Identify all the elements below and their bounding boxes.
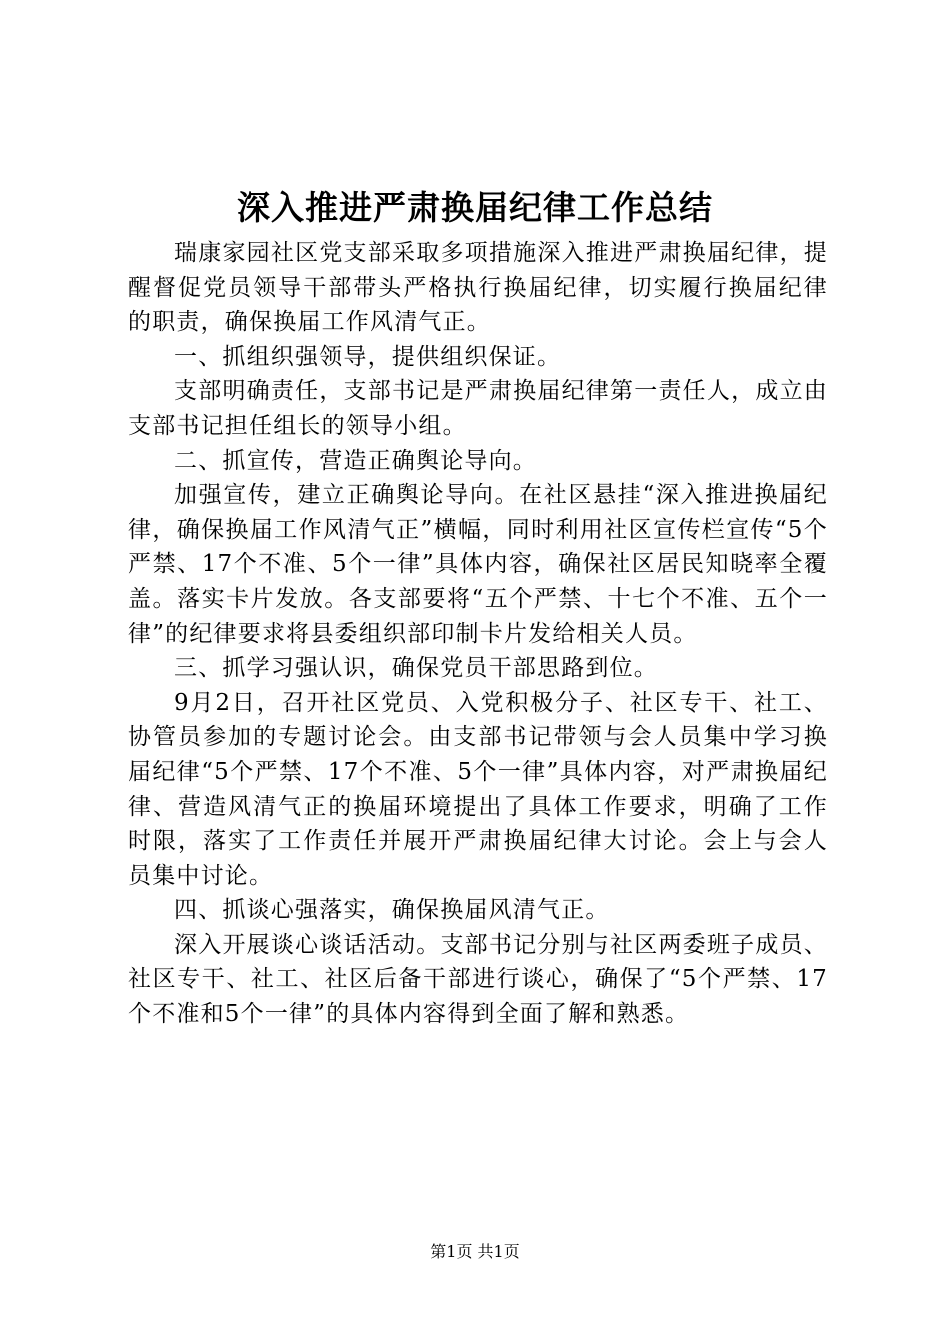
paragraph-section-1: 支部明确责任，支部书记是严肃换届纪律第一责任人，成立由支部书记担任组长的领导小组。 [128, 378, 828, 439]
section-heading-2: 二、抓宣传，营造正确舆论导向。 [174, 447, 537, 474]
paragraph-section-3: 9月2日，召开社区党员、入党积极分子、社区专干、社工、协管员参加的专题讨论会。由支部书记带领与会人员集中学习换届纪律“5个严禁、17个不准、5个一律”具体内容，对严肃换届纪律、营造风清气正的换届环境提出了具体工作要求，明确了工作时限，落实了工作责任并展开严肃换届纪律大讨论。会上与会人员集中讨论。 [128, 689, 828, 889]
section-heading-3: 三、抓学习强认识，确保党员干部思路到位。 [174, 655, 658, 682]
section-heading-4: 四、抓谈心强落实，确保换届风清气正。 [174, 897, 610, 924]
page-number-footer: 第1页 共1页 [430, 1242, 520, 1261]
page-title: 深入推进严肃换届纪律工作总结 [237, 188, 713, 227]
section-heading-1: 一、抓组织强领导，提供组织保证。 [174, 343, 562, 370]
paragraph-section-4: 深入开展谈心谈话活动。支部书记分别与社区两委班子成员、社区专干、社工、社区后备干部进行谈心，确保了“5个严禁、17个不准和5个一律”的具体内容得到全面了解和熟悉。 [128, 931, 828, 1028]
document-body [128, 236, 828, 1032]
paragraph-intro: 瑞康家园社区党支部采取多项措施深入推进严肃换届纪律，提醒督促党员领导干部带头严格执行换届纪律，切实履行换届纪律的职责，确保换届工作风清气正。 [128, 240, 828, 336]
paragraph-section-2: 加强宣传，建立正确舆论导向。在社区悬挂“深入推进换届纪律，确保换届工作风清气正”横幅，同时利用社区宣传栏宣传“5个严禁、17个不准、5个一律”具体内容，确保社区居民知晓率全覆盖。落实卡片发放。各支部要将“五个严禁、十七个不准、五个一律”的纪律要求将县委组织部印制卡片发给相关人员。 [128, 482, 828, 647]
